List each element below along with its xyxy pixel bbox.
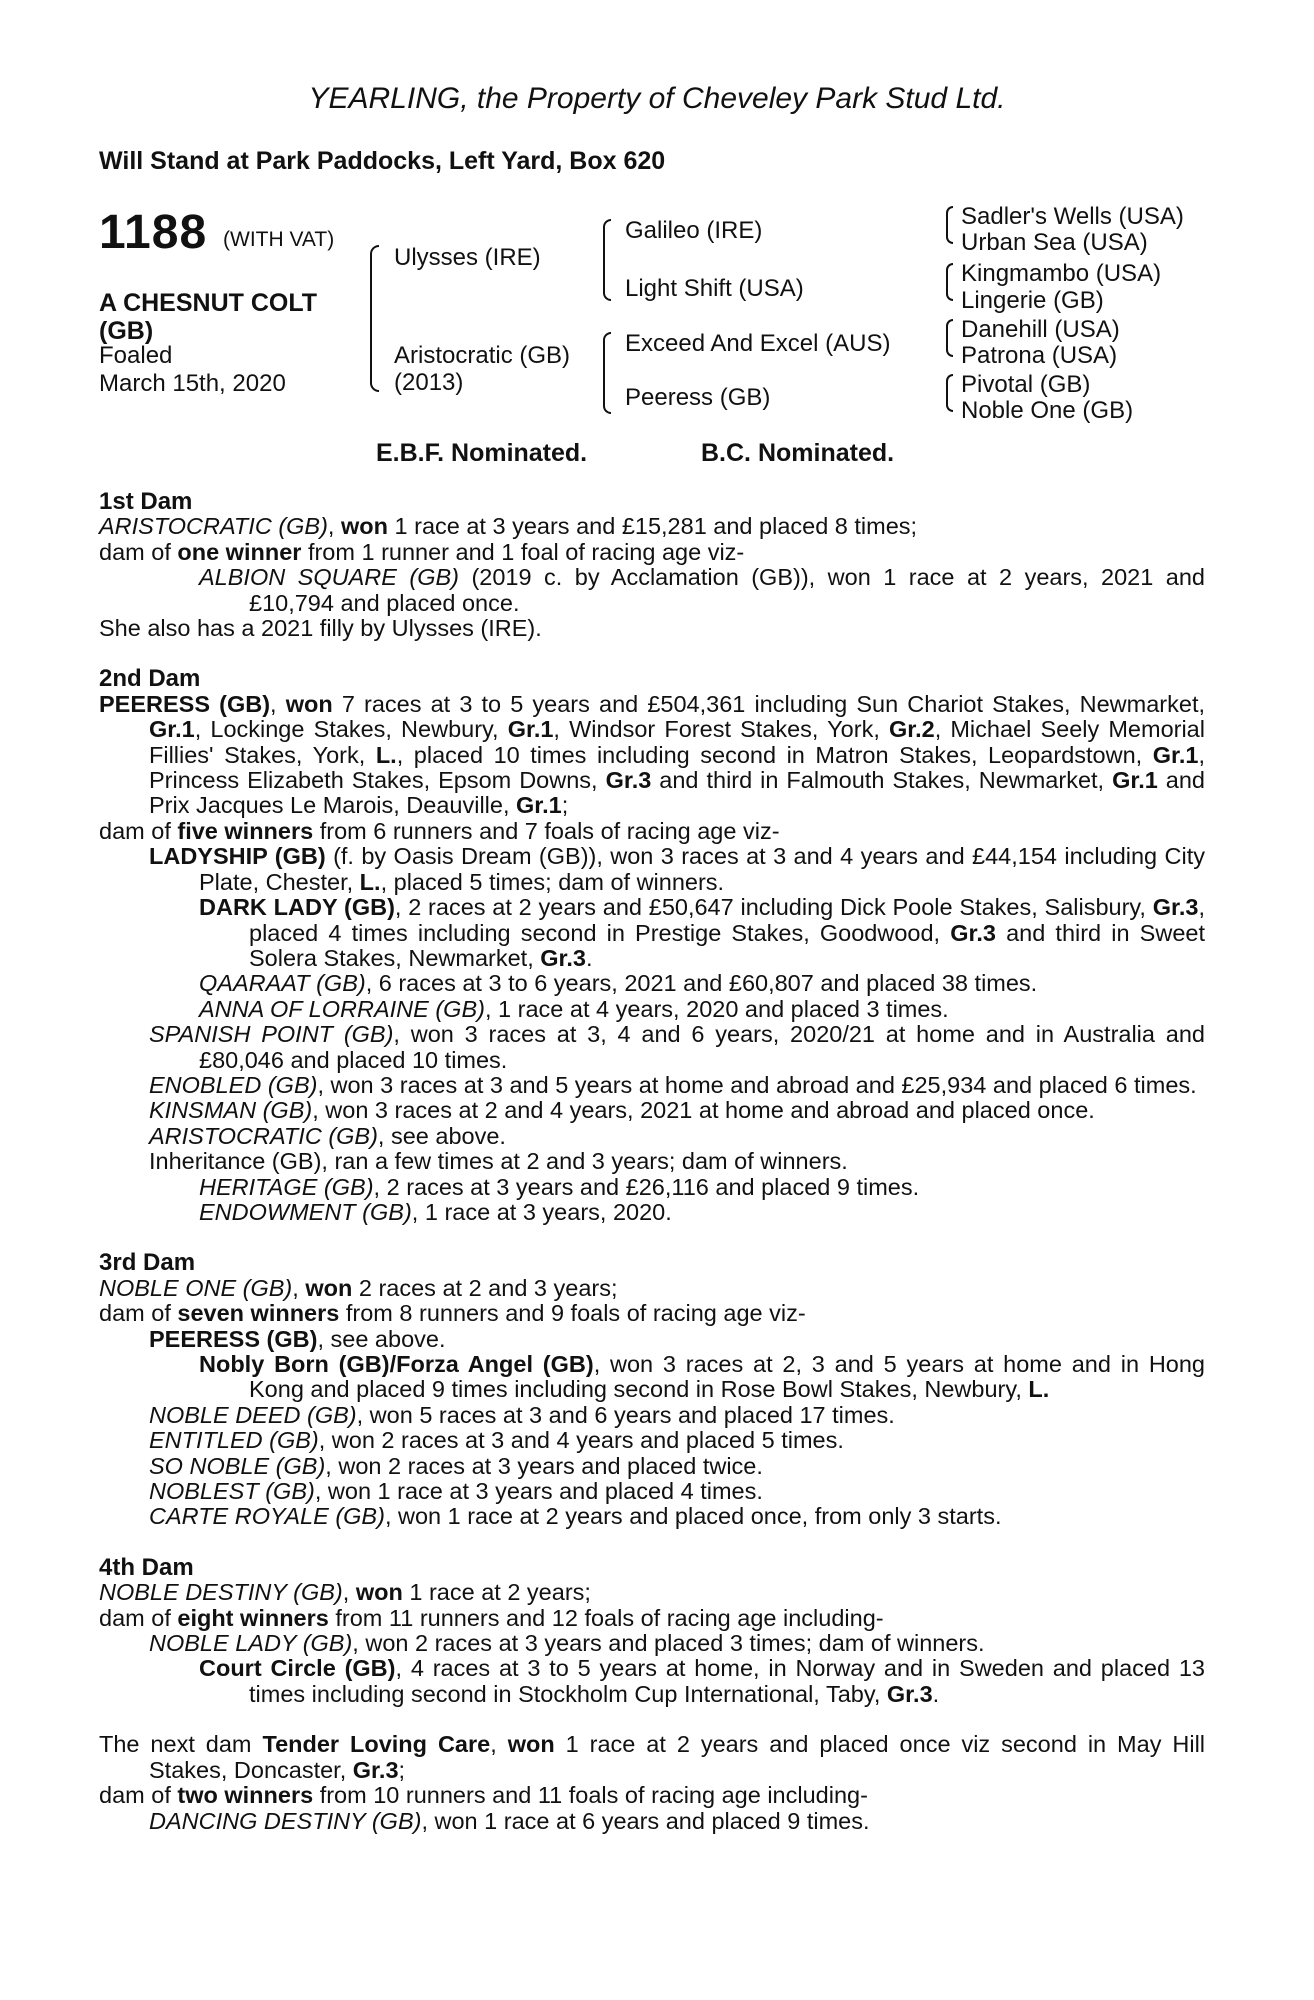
produce-entry: ANNA OF LORRAINE (GB), 1 race at 4 years, 2020 and placed 3 times. bbox=[199, 995, 949, 1022]
pedigree-gg8: Noble One (GB) bbox=[961, 397, 1134, 424]
colt-origin: (GB) bbox=[99, 317, 154, 345]
dam3-heading: 3rd Dam bbox=[99, 1249, 196, 1277]
page-title: YEARLING, the Property of Cheveley Park Stud Ltd. bbox=[308, 82, 1006, 115]
ebf-nomination: E.B.F. Nominated. bbox=[376, 439, 588, 467]
pedigree-gg4: Lingerie (GB) bbox=[961, 287, 1104, 314]
produce-entry: NOBLE DEED (GB), won 5 races at 3 and 6 years and placed 17 times. bbox=[149, 1401, 895, 1428]
catalogue-body bbox=[99, 489, 1205, 1834]
dam4-heading: 4th Dam bbox=[99, 1553, 194, 1581]
produce-entry: QAARAAT (GB), 6 races at 3 to 6 years, 2021 and £60,807 and placed 38 times. bbox=[199, 970, 1038, 997]
produce-entry: ARISTOCRATIC (GB), see above. bbox=[149, 1122, 506, 1149]
produce-entry: ENTITLED (GB), won 2 races at 3 and 4 years and placed 5 times. bbox=[149, 1427, 844, 1454]
produce-entry: KINSMAN (GB), won 3 races at 2 and 4 years, 2021 at home and abroad and placed once. bbox=[149, 1097, 1095, 1124]
next-dam-produce: dam of two winners from 10 runners and 11 foals of racing age including- bbox=[99, 1782, 868, 1809]
pedigree-gg1: Sadler's Wells (USA) bbox=[961, 203, 1184, 230]
dam1-heading: 1st Dam bbox=[99, 488, 193, 515]
pedigree-sire-dam: Light Shift (USA) bbox=[625, 275, 804, 302]
dam4-produce: dam of eight winners from 11 runners and 12 foals of racing age including- bbox=[99, 1604, 884, 1631]
produce-entry: NOBLEST (GB), won 1 race at 3 years and placed 4 times. bbox=[149, 1478, 763, 1505]
bc-nomination: B.C. Nominated. bbox=[701, 439, 895, 467]
pedigree-gg3: Kingmambo (USA) bbox=[961, 260, 1162, 287]
pedigree-brace bbox=[603, 332, 611, 414]
produce-entry: SO NOBLE (GB), won 2 races at 3 years and placed twice. bbox=[149, 1452, 763, 1479]
pedigree-gg7: Pivotal (GB) bbox=[961, 371, 1091, 398]
pedigree-gg2: Urban Sea (USA) bbox=[961, 229, 1148, 256]
colt-line: A CHESNUT COLT bbox=[99, 289, 318, 317]
pedigree-dam-sire: Exceed And Excel (AUS) bbox=[625, 330, 891, 357]
next-dam-record: The next dam Tender Loving Care, won 1 race at 2 years and placed once viz second in May Hill Stakes, Doncaster, Gr.3; bbox=[99, 1731, 1206, 1783]
dam3-produce: dam of seven winners from 8 runners and 9 foals of racing age viz- bbox=[99, 1300, 806, 1327]
pedigree-brace bbox=[370, 245, 379, 392]
produce-entry: PEERESS (GB), see above. bbox=[149, 1325, 446, 1352]
produce-entry: NOBLE LADY (GB), won 2 races at 3 years and placed 3 times; dam of winners. bbox=[149, 1630, 985, 1657]
pedigree-brace bbox=[946, 374, 953, 412]
dam3-record: NOBLE ONE (GB), won 2 races at 2 and 3 years; bbox=[99, 1274, 618, 1301]
dam2-record: PEERESS (GB), won 7 races at 3 to 5 years and £504,361 including Sun Chariot Stakes, Newmarket, Gr.1, Lockinge Stakes, Newbury, Gr.1, Windsor Forest Stakes, York, Gr.2, Michael Seely Memorial Fillies' Stakes, York, L., placed 10 times including second in Matron Stakes, Leopardstown, Gr.1, Princess Elizabeth Stakes, Epsom Downs, Gr.3 and third in Falmouth Stakes, Newmarket, Gr.1 and Prix Jacques Le Marois, Deauville, Gr.1; bbox=[99, 690, 1206, 819]
pedigree-dam: Aristocratic (GB) bbox=[394, 342, 571, 369]
produce-entry: ENDOWMENT (GB), 1 race at 3 years, 2020. bbox=[199, 1198, 672, 1225]
foaled-label: Foaled bbox=[99, 342, 173, 369]
foal-date: March 15th, 2020 bbox=[99, 370, 286, 397]
horse-description bbox=[99, 289, 317, 345]
produce-entry: DARK LADY (GB), 2 races at 2 years and £50,647 including Dick Poole Stakes, Salisbury, Gr.3, placed 4 times including second in Prestige Stakes, Goodwood, Gr.3 and third in Sweet Solera Stakes, Newmarket, Gr.3. bbox=[199, 894, 1205, 971]
produce-entry: ALBION SQUARE (GB) (2019 c. by Acclamation (GB)), won 1 race at 2 years, 2021 and £10,794 and placed once. bbox=[199, 564, 1205, 616]
produce-entry: Inheritance (GB), ran a few times at 2 and 3 years; dam of winners. bbox=[149, 1148, 848, 1175]
produce-entry: Court Circle (GB), 4 races at 3 to 5 years at home, in Norway and in Sweden and placed 13 times including second in Stockholm Cup International, Taby, Gr.3. bbox=[199, 1655, 1205, 1707]
vat-note: (WITH VAT) bbox=[223, 228, 335, 251]
dam1-also: She also has a 2021 filly by Ulysses (IRE). bbox=[99, 615, 542, 642]
lot-number: 1188 bbox=[99, 206, 208, 259]
produce-entry: LADYSHIP (GB) (f. by Oasis Dream (GB)), won 3 races at 3 and 4 years and £44,154 including City Plate, Chester, L., placed 5 times; dam of winners. bbox=[149, 843, 1205, 895]
pedigree-sire: Ulysses (IRE) bbox=[394, 244, 541, 271]
pedigree-dam-dam: Peeress (GB) bbox=[625, 384, 771, 411]
stand-location: Will Stand at Park Paddocks, Left Yard, Box 620 bbox=[99, 147, 666, 175]
produce-entry: SPANISH POINT (GB), won 3 races at 3, 4 and 6 years, 2020/21 at home and in Australia and £80,046 and placed 10 times. bbox=[149, 1021, 1205, 1073]
pedigree-brace bbox=[946, 206, 953, 244]
pedigree-sire-sire: Galileo (IRE) bbox=[625, 217, 763, 244]
pedigree-brace bbox=[946, 319, 953, 357]
produce-entry: HERITAGE (GB), 2 races at 3 years and £26,116 and placed 9 times. bbox=[199, 1173, 920, 1200]
pedigree-brace bbox=[603, 219, 611, 301]
pedigree-brace bbox=[946, 263, 953, 301]
dam2-heading: 2nd Dam bbox=[99, 665, 201, 693]
dam2-produce: dam of five winners from 6 runners and 7 foals of racing age viz- bbox=[99, 817, 780, 844]
produce-entry: CARTE ROYALE (GB), won 1 race at 2 years and placed once, from only 3 starts. bbox=[149, 1503, 1002, 1530]
dam1-record: ARISTOCRATIC (GB), won 1 race at 3 years and £15,281 and placed 8 times; bbox=[99, 513, 918, 540]
pedigree-gg5: Danehill (USA) bbox=[961, 316, 1120, 343]
foaled-info bbox=[99, 342, 286, 398]
pedigree-gg6: Patrona (USA) bbox=[961, 342, 1118, 369]
dam1-produce: dam of one winner from 1 runner and 1 foal of racing age viz- bbox=[99, 538, 745, 565]
pedigree-dam-year: (2013) bbox=[394, 369, 464, 396]
produce-entry: ENOBLED (GB), won 3 races at 3 and 5 years at home and abroad and £25,934 and placed 6 times. bbox=[149, 1071, 1197, 1098]
dam4-record: NOBLE DESTINY (GB), won 1 race at 2 years; bbox=[99, 1579, 591, 1606]
produce-entry: Nobly Born (GB)/Forza Angel (GB), won 3 races at 2, 3 and 5 years at home and in Hong Kong and placed 9 times including second in Rose Bowl Stakes, Newbury, L. bbox=[199, 1351, 1205, 1403]
produce-entry: DANCING DESTINY (GB), won 1 race at 6 years and placed 9 times. bbox=[149, 1807, 870, 1834]
